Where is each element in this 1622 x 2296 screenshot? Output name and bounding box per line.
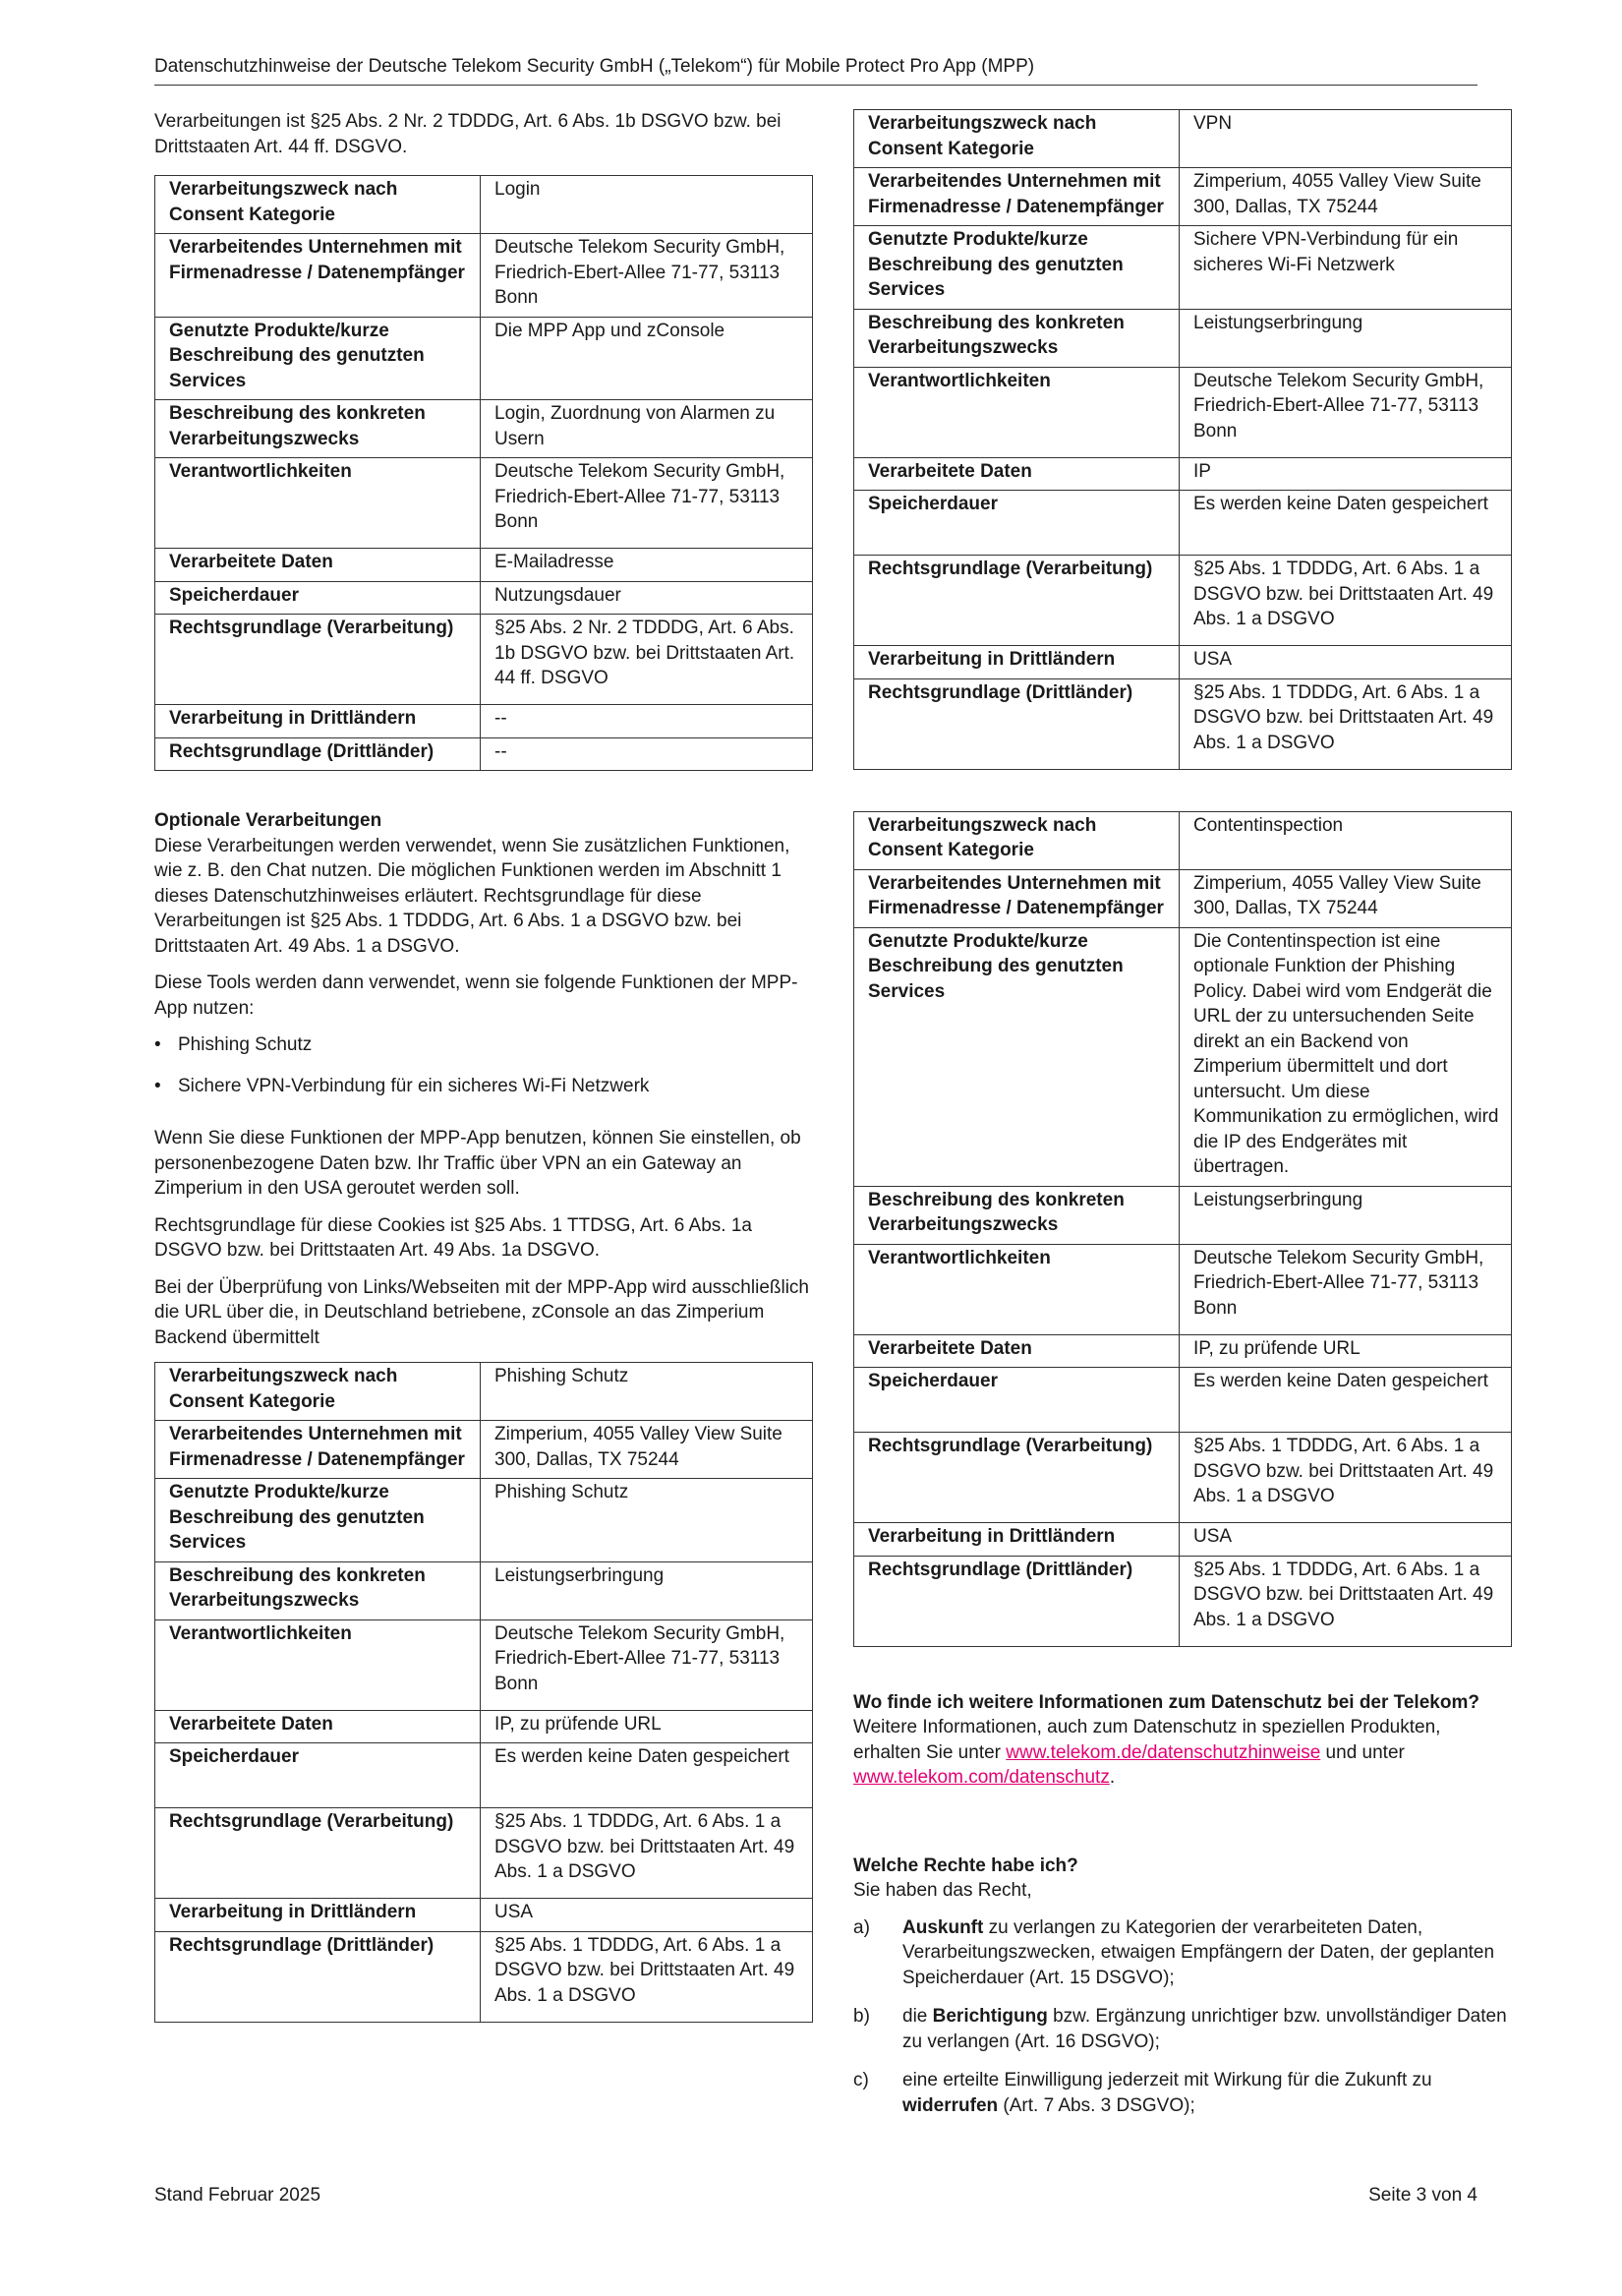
list-item: [853, 1915, 1512, 1991]
table-row: [155, 1619, 813, 1710]
list-item-text: [902, 2004, 1512, 2054]
paragraph-url-check: Bei der Überprüfung von Links/Webseiten mit der MPP-App wird ausschließlich die URL über die, in Deutschland betriebene, zConsole an das Zimperium Backend übermittelt: [154, 1276, 810, 1348]
list-item: [853, 2004, 1512, 2054]
table-row: [854, 1433, 1512, 1523]
table-vpn: [853, 109, 1512, 770]
table-row: [155, 1931, 813, 2022]
row-value: USA: [1180, 646, 1512, 679]
rights-list: [853, 1915, 1512, 2119]
footer-page-number: Seite 3 von 4: [1368, 2185, 1477, 2206]
text-fragment: zu verlangen zu Kategorien der verarbeiteten Daten, Verarbeitungszwecken, etwaigen Empfängern der Daten, der geplanten Speicherdauer (Art. 15 DSGVO);: [902, 1916, 1495, 1988]
row-value: Phishing Schutz: [481, 1479, 813, 1562]
row-key: Verarbeitung in Drittländern: [155, 705, 481, 738]
row-value: §25 Abs. 1 TDDDG, Art. 6 Abs. 1 a DSGVO bzw. bei Drittstaaten Art. 49 Abs. 1 a DSGVO: [1180, 678, 1512, 769]
table-row: [854, 1556, 1512, 1646]
row-value: Login, Zuordnung von Alarmen zu Usern: [481, 400, 813, 458]
row-value: Login: [481, 176, 813, 234]
table-row: [155, 1421, 813, 1479]
row-value: Nutzungsdauer: [481, 581, 813, 615]
table-row: [155, 1479, 813, 1562]
intro-paragraph: Verarbeitungen ist §25 Abs. 2 Nr. 2 TDDDG, Art. 6 Abs. 1b DSGVO bzw. bei Drittstaaten Art. 44 ff. DSGVO.: [154, 111, 782, 157]
right-column: [853, 109, 1512, 2132]
table-row: [854, 457, 1512, 491]
row-key: Rechtsgrundlage (Drittländer): [155, 1931, 481, 2022]
row-value: Die MPP App und zConsole: [481, 317, 813, 400]
row-value: §25 Abs. 1 TDDDG, Art. 6 Abs. 1 a DSGVO bzw. bei Drittstaaten Art. 49 Abs. 1 a DSGVO: [1180, 1556, 1512, 1646]
table-row: [854, 491, 1512, 556]
table-row: [854, 678, 1512, 769]
table-row: [854, 1368, 1512, 1433]
row-value: Die Contentinspection ist eine optionale Funktion der Phishing Policy. Dabei wird vom Endgerät die URL der zu untersuchenden Seite direkt an ein Backend von Zimperium übermittelt und dort untersucht. Um diese Kommunikation zu ermöglichen, wird die IP des Endgerätes mit übertragen.: [1180, 927, 1512, 1186]
page-header: Datenschutzhinweise der Deutsche Telekom Security GmbH („Telekom“) für Mobile Protect Pro App (MPP): [154, 55, 1477, 86]
row-key: Rechtsgrundlage (Verarbeitung): [854, 556, 1180, 646]
table-row: [155, 1710, 813, 1743]
list-marker: c): [853, 2070, 869, 2090]
table-row: [854, 367, 1512, 457]
table-login: [154, 175, 813, 771]
table-row: [854, 168, 1512, 226]
table-row: [854, 1244, 1512, 1334]
table-row: [155, 581, 813, 615]
table-row: [155, 1363, 813, 1421]
left-column: [154, 109, 813, 2060]
row-value: USA: [1180, 1523, 1512, 1557]
list-item-text: [902, 2068, 1512, 2118]
row-value: Phishing Schutz: [481, 1363, 813, 1421]
table-row: [155, 737, 813, 771]
row-value: Zimperium, 4055 Valley View Suite 300, Dallas, TX 75244: [1180, 168, 1512, 226]
table-row: [155, 615, 813, 705]
row-key: Speicherdauer: [854, 1368, 1180, 1433]
row-value: --: [481, 737, 813, 771]
row-value: Deutsche Telekom Security GmbH, Friedrich-Ebert-Allee 71-77, 53113 Bonn: [481, 1619, 813, 1710]
text-fragment: (Art. 7 Abs. 3 DSGVO);: [998, 2094, 1195, 2116]
row-value: Es werden keine Daten gespeichert: [481, 1743, 813, 1808]
row-key: Verarbeitete Daten: [854, 457, 1180, 491]
more-info-title: Wo finde ich weitere Informationen zum Datenschutz bei der Telekom?: [853, 1691, 1479, 1713]
row-key: Speicherdauer: [155, 1743, 481, 1808]
row-value: Deutsche Telekom Security GmbH, Friedrich-Ebert-Allee 71-77, 53113 Bonn: [1180, 367, 1512, 457]
row-value: Zimperium, 4055 Valley View Suite 300, Dallas, TX 75244: [481, 1421, 813, 1479]
more-info-text: Weitere Informationen, auch zum Datenschutz in speziellen Produkten, erhalten Sie unter: [853, 1717, 1441, 1763]
row-key: Speicherdauer: [854, 491, 1180, 556]
more-info-paragraph: [853, 1715, 1512, 1791]
row-key: Genutzte Produkte/kurze Beschreibung des genutzten Services: [155, 317, 481, 400]
table-row: [854, 869, 1512, 927]
table-row: [155, 400, 813, 458]
table-row: [155, 1561, 813, 1619]
table-login-wrap: [154, 175, 813, 771]
row-value: Es werden keine Daten gespeichert: [1180, 491, 1512, 556]
table-row: [155, 1808, 813, 1899]
optional-paragraph-1: Diese Verarbeitungen werden verwendet, wenn Sie zusätzlichen Funktionen, wie z. B. den Chat nutzen. Die möglichen Funktionen werden im Abschnitt 1 dieses Datenschutzhinweises erläutert. Rechtsgrundlage für diese Verarbeitungen ist §25 Abs. 1 TDDDG, Art. 6 Abs. 1 a DSGVO bzw. bei Drittstaaten Art. 49 Abs. 1 a DSGVO.: [154, 835, 790, 957]
more-info-text: .: [1109, 1767, 1116, 1788]
table-row: [155, 176, 813, 234]
row-key: Verarbeitungszweck nach Consent Kategorie: [155, 1363, 481, 1421]
row-key: Beschreibung des konkreten Verarbeitungszwecks: [155, 400, 481, 458]
row-key: Verarbeitungszweck nach Consent Kategorie: [854, 811, 1180, 869]
footer-date: Stand Februar 2025: [154, 2185, 321, 2206]
row-value: E-Mailadresse: [481, 549, 813, 582]
table-row: [854, 556, 1512, 646]
optional-section-title: Optionale Verarbeitungen: [154, 810, 382, 831]
rights-intro: Sie haben das Recht,: [853, 1880, 1032, 1901]
datenschutz-link[interactable]: www.telekom.com/datenschutz: [853, 1767, 1110, 1788]
row-key: Genutzte Produkte/kurze Beschreibung des genutzten Services: [854, 226, 1180, 310]
feature-list: [154, 1032, 813, 1098]
table-vpn-wrap: [853, 109, 1512, 770]
paragraph-vpn-routing: Wenn Sie diese Funktionen der MPP-App benutzen, können Sie einstellen, ob personenbezogene Daten bzw. Ihr Traffic über VPN an ein Gateway an Zimperium in den USA geroutet werden soll.: [154, 1128, 801, 1199]
row-key: Rechtsgrundlage (Verarbeitung): [854, 1433, 1180, 1523]
row-value: Zimperium, 4055 Valley View Suite 300, Dallas, TX 75244: [1180, 869, 1512, 927]
row-value: Deutsche Telekom Security GmbH, Friedrich-Ebert-Allee 71-77, 53113 Bonn: [481, 458, 813, 549]
emphasis: Auskunft: [902, 1916, 984, 1938]
list-item-text: [902, 1915, 1512, 1991]
table-row: [854, 1186, 1512, 1244]
row-value: Leistungserbringung: [481, 1561, 813, 1619]
row-key: Verarbeitete Daten: [155, 549, 481, 582]
row-key: Verarbeitete Daten: [155, 1710, 481, 1743]
row-value: --: [481, 705, 813, 738]
row-value: §25 Abs. 1 TDDDG, Art. 6 Abs. 1 a DSGVO bzw. bei Drittstaaten Art. 49 Abs. 1 a DSGVO: [1180, 556, 1512, 646]
row-key: Verarbeitendes Unternehmen mit Firmenadresse / Datenempfänger: [155, 1421, 481, 1479]
row-value: VPN: [1180, 110, 1512, 168]
row-key: Verarbeitendes Unternehmen mit Firmenadresse / Datenempfänger: [854, 168, 1180, 226]
table-phishing: [154, 1362, 813, 2023]
row-key: Rechtsgrundlage (Verarbeitung): [155, 1808, 481, 1899]
row-value: Leistungserbringung: [1180, 1186, 1512, 1244]
list-item: [853, 2068, 1512, 2118]
row-value: Sichere VPN-Verbindung für ein sicheres Wi-Fi Netzwerk: [1180, 226, 1512, 310]
table-row: [155, 549, 813, 582]
row-key: Beschreibung des konkreten Verarbeitungszwecks: [155, 1561, 481, 1619]
row-value: IP, zu prüfende URL: [481, 1710, 813, 1743]
table-row: [155, 1899, 813, 1932]
row-key: Verarbeitete Daten: [854, 1334, 1180, 1368]
table-contentinspection: [853, 811, 1512, 1647]
row-value: Leistungserbringung: [1180, 309, 1512, 367]
row-key: Beschreibung des konkreten Verarbeitungszwecks: [854, 1186, 1180, 1244]
table-row: [854, 110, 1512, 168]
emphasis: Berichtigung: [932, 2006, 1048, 2027]
row-key: Verarbeitung in Drittländern: [155, 1899, 481, 1932]
row-value: Deutsche Telekom Security GmbH, Friedrich-Ebert-Allee 71-77, 53113 Bonn: [481, 234, 813, 318]
paragraph-cookies-legal: Rechtsgrundlage für diese Cookies ist §25 Abs. 1 TTDSG, Art. 6 Abs. 1a DSGVO bzw. bei Drittstaaten Art. 49 Abs. 1a DSGVO.: [154, 1214, 752, 1261]
row-value: Es werden keine Daten gespeichert: [1180, 1368, 1512, 1433]
table-row: [854, 226, 1512, 310]
row-value: IP, zu prüfende URL: [1180, 1334, 1512, 1368]
rights-title: Welche Rechte habe ich?: [853, 1854, 1078, 1876]
row-value: §25 Abs. 1 TDDDG, Art. 6 Abs. 1 a DSGVO bzw. bei Drittstaaten Art. 49 Abs. 1 a DSGVO: [481, 1931, 813, 2022]
list-item: • Sichere VPN-Verbindung für ein sicheres Wi-Fi Netzwerk: [154, 1074, 813, 1099]
row-key: Verantwortlichkeiten: [155, 458, 481, 549]
more-info-text: und unter: [1320, 1741, 1405, 1763]
row-key: Rechtsgrundlage (Drittländer): [854, 678, 1180, 769]
row-key: Speicherdauer: [155, 581, 481, 615]
datenschutzhinweise-link[interactable]: www.telekom.de/datenschutzhinweise: [1006, 1741, 1321, 1763]
table-row: [854, 927, 1512, 1186]
row-key: Verantwortlichkeiten: [854, 367, 1180, 457]
row-value: IP: [1180, 457, 1512, 491]
table-row: [854, 811, 1512, 869]
row-value: §25 Abs. 2 Nr. 2 TDDDG, Art. 6 Abs. 1b DSGVO bzw. bei Drittstaaten Art. 44 ff. DSGVO: [481, 615, 813, 705]
text-fragment: eine erteilte Einwilligung jederzeit mit Wirkung für die Zukunft zu: [902, 2070, 1432, 2090]
table-phishing-wrap: [154, 1362, 813, 2023]
row-value: §25 Abs. 1 TDDDG, Art. 6 Abs. 1 a DSGVO bzw. bei Drittstaaten Art. 49 Abs. 1 a DSGVO: [481, 1808, 813, 1899]
row-key: Beschreibung des konkreten Verarbeitungszwecks: [854, 309, 1180, 367]
row-key: Verarbeitungszweck nach Consent Kategorie: [854, 110, 1180, 168]
table-content-wrap: [853, 811, 1512, 1647]
row-key: Verarbeitung in Drittländern: [854, 646, 1180, 679]
list-marker: a): [853, 1916, 870, 1938]
table-row: [155, 317, 813, 400]
row-key: Verarbeitendes Unternehmen mit Firmenadresse / Datenempfänger: [854, 869, 1180, 927]
list-item: • Phishing Schutz: [154, 1032, 813, 1058]
row-key: Verantwortlichkeiten: [155, 1619, 481, 1710]
table-row: [854, 309, 1512, 367]
table-row: [155, 1743, 813, 1808]
table-row: [155, 458, 813, 549]
row-key: Verarbeitungszweck nach Consent Kategorie: [155, 176, 481, 234]
text-fragment: bzw. Ergänzung unrichtiger bzw. unvollständiger Daten zu verlangen (Art. 16 DSGVO);: [902, 2006, 1507, 2052]
row-key: Genutzte Produkte/kurze Beschreibung des genutzten Services: [155, 1479, 481, 1562]
row-key: Verarbeitung in Drittländern: [854, 1523, 1180, 1557]
row-value: USA: [481, 1899, 813, 1932]
table-row: [155, 234, 813, 318]
text-fragment: die: [902, 2006, 933, 2027]
table-row: [155, 705, 813, 738]
optional-paragraph-2: Diese Tools werden dann verwendet, wenn sie folgende Funktionen der MPP-App nutzen:: [154, 972, 798, 1019]
row-value: Deutsche Telekom Security GmbH, Friedrich-Ebert-Allee 71-77, 53113 Bonn: [1180, 1244, 1512, 1334]
list-marker: b): [853, 2006, 870, 2027]
row-key: Verantwortlichkeiten: [854, 1244, 1180, 1334]
row-key: Rechtsgrundlage (Drittländer): [155, 737, 481, 771]
emphasis: widerrufen: [902, 2094, 999, 2116]
row-value: Contentinspection: [1180, 811, 1512, 869]
row-value: §25 Abs. 1 TDDDG, Art. 6 Abs. 1 a DSGVO bzw. bei Drittstaaten Art. 49 Abs. 1 a DSGVO: [1180, 1433, 1512, 1523]
row-key: Genutzte Produkte/kurze Beschreibung des genutzten Services: [854, 927, 1180, 1186]
row-key: Rechtsgrundlage (Verarbeitung): [155, 615, 481, 705]
table-row: [854, 646, 1512, 679]
table-row: [854, 1334, 1512, 1368]
table-row: [854, 1523, 1512, 1557]
row-key: Rechtsgrundlage (Drittländer): [854, 1556, 1180, 1646]
row-key: Verarbeitendes Unternehmen mit Firmenadresse / Datenempfänger: [155, 234, 481, 318]
